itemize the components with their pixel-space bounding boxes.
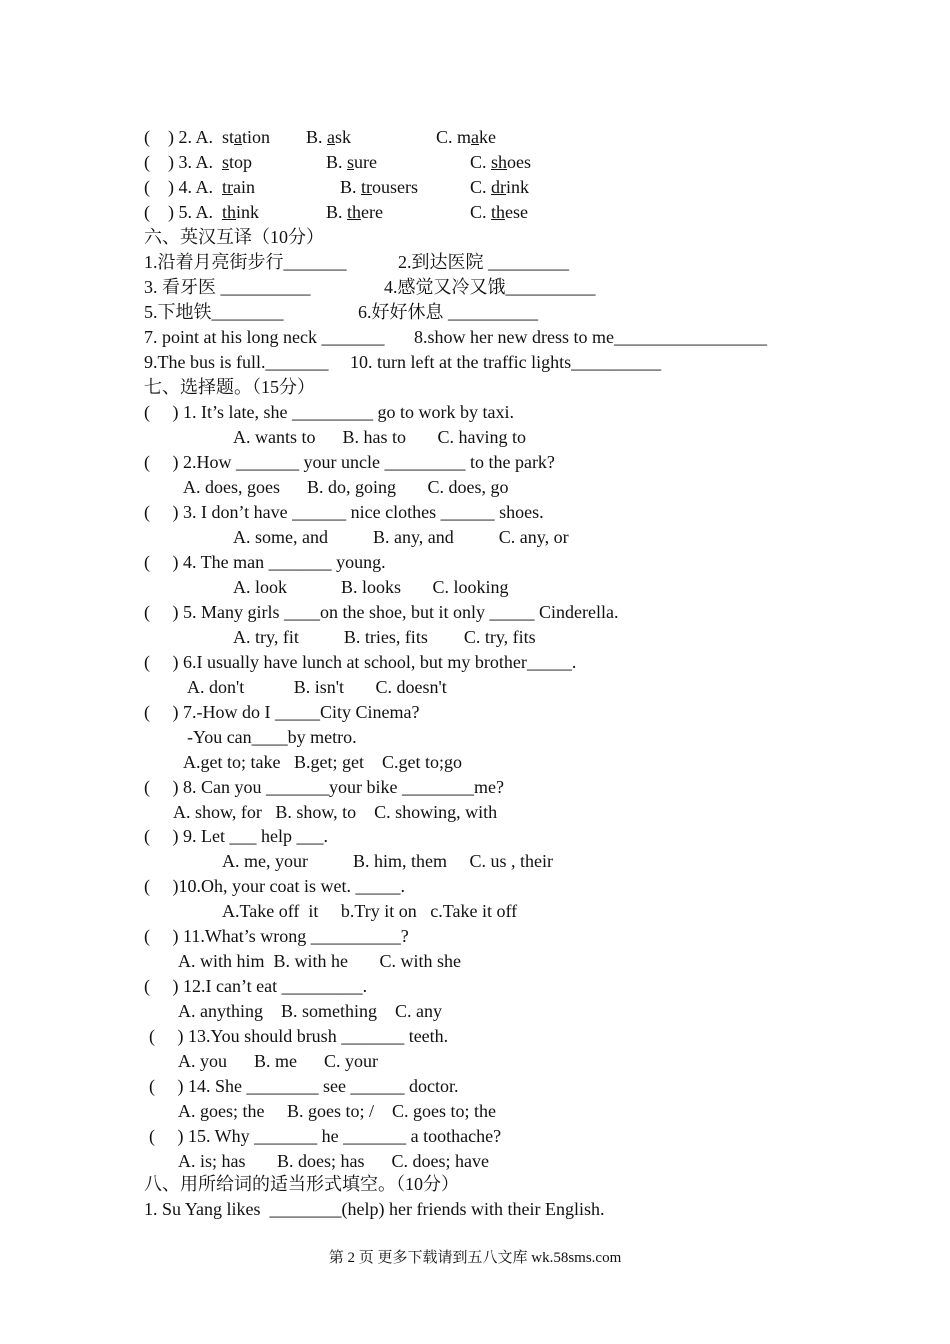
translation-item: 4.感觉又冷又饿__________	[384, 277, 596, 297]
option-a: stop	[222, 152, 253, 172]
option-a: station	[222, 127, 271, 147]
option-b: B. there	[326, 202, 384, 222]
options-text: A. you B. me C. your	[178, 1051, 378, 1071]
translation-row-2	[0, 276, 596, 298]
question-number: ( ) 2. A.	[144, 127, 218, 147]
options-text: A. don't B. isn't C. doesn't	[187, 677, 447, 697]
question-number: ( ) 5. A.	[144, 202, 218, 222]
question-text: ( ) 15. Why _______ he _______ a toothache?	[149, 1126, 502, 1146]
options-text: A. wants to B. has to C. having to	[233, 427, 526, 447]
translation-row-1	[0, 251, 569, 273]
question-text: ( ) 12.I can’t eat _________.	[144, 976, 368, 996]
options-text: A. does, goes B. do, going C. does, go	[183, 477, 509, 497]
translation-row-3	[0, 301, 538, 323]
option-c: C. these	[470, 202, 529, 222]
phonics-question-5	[0, 201, 529, 223]
phonics-question-4	[0, 176, 530, 198]
options-text: A.Take off it b.Try it on c.Take it off	[222, 901, 518, 921]
section-6-title	[0, 226, 324, 248]
question-text: -You can____by metro.	[187, 727, 357, 747]
options-text: A. me, your B. him, them C. us , their	[222, 851, 553, 871]
option-b: B. ask	[306, 127, 352, 147]
page-footer: 第 2 页 更多下载请到五八文库 wk.58sms.com	[328, 1250, 622, 1266]
translation-item: 1.沿着月亮街步行_______	[144, 252, 347, 272]
translation-item: 2.到达医院 _________	[398, 252, 569, 272]
options-text: A.get to; take B.get; get C.get to;go	[183, 752, 462, 772]
options-text: A. with him B. with he C. with she	[178, 951, 461, 971]
question-text: ( ) 4. The man _______ young.	[144, 552, 386, 572]
fill-in-question-1	[0, 1198, 605, 1220]
option-b: B. sure	[326, 152, 378, 172]
translation-item: 6.好好休息 __________	[358, 302, 538, 322]
section-7-title	[0, 376, 315, 398]
question-text: ( ) 6.I usually have lunch at school, but my brother_____.	[144, 652, 577, 672]
question-text: ( ) 11.What’s wrong __________?	[144, 926, 409, 946]
question-text: ( ) 8. Can you _______your bike ________me?	[144, 777, 504, 797]
option-c: C. make	[436, 127, 497, 147]
section-title: 八、用所给词的适当形式填空。（10分）	[144, 1174, 459, 1194]
question-text: ( ) 7.-How do I _____City Cinema?	[144, 702, 420, 722]
option-a: train	[222, 177, 255, 197]
translation-row-4	[0, 326, 767, 348]
phonics-question-3	[0, 151, 532, 173]
translation-item: 10. turn left at the traffic lights__________	[350, 352, 662, 372]
options-text: A. is; has B. does; has C. does; have	[178, 1151, 489, 1171]
question-text: ( ) 13.You should brush _______ teeth.	[149, 1026, 449, 1046]
option-a: think	[222, 202, 260, 222]
translation-item: 7. point at his long neck _______	[144, 327, 385, 347]
section-title: 六、英汉互译（10分）	[144, 227, 324, 247]
question-text: ( ) 9. Let ___ help ___.	[144, 826, 328, 846]
translation-item: 5.下地铁________	[144, 302, 284, 322]
options-text: A. some, and B. any, and C. any, or	[233, 527, 569, 547]
question-text: ( ) 5. Many girls ____on the shoe, but it only _____ Cinderella.	[144, 602, 619, 622]
options-text: A. goes; the B. goes to; / C. goes to; the	[178, 1101, 496, 1121]
section-title: 七、选择题。（15分）	[144, 377, 315, 397]
options-text: A. anything B. something C. any	[178, 1001, 442, 1021]
question-text: ( ) 14. She ________ see ______ doctor.	[149, 1076, 459, 1096]
question-number: ( ) 3. A.	[144, 152, 218, 172]
translation-item: 8.show her new dress to me_________________	[414, 327, 767, 347]
question-text: ( ) 1. It’s late, she _________ go to work by taxi.	[144, 402, 514, 422]
question-text: ( ) 3. I don’t have ______ nice clothes ______ shoes.	[144, 502, 544, 522]
option-c: C. drink	[470, 177, 530, 197]
translation-item: 9.The bus is full._______	[144, 352, 329, 372]
options-text: A. show, for B. show, to C. showing, with	[173, 802, 498, 822]
question-text: ( )10.Oh, your coat is wet. _____.	[144, 876, 405, 896]
translation-row-5	[0, 351, 662, 373]
question-text: ( ) 2.How _______ your uncle _________ to the park?	[144, 452, 555, 472]
options-text: A. look B. looks C. looking	[233, 577, 509, 597]
options-text: A. try, fit B. tries, fits C. try, fits	[233, 627, 536, 647]
translation-item: 3. 看牙医 __________	[144, 277, 311, 297]
option-c: C. shoes	[470, 152, 532, 172]
phonics-question-2	[0, 126, 497, 148]
question-text: 1. Su Yang likes ________(help) her friends with their English.	[144, 1199, 605, 1219]
question-number: ( ) 4. A.	[144, 177, 218, 197]
option-b: B. trousers	[340, 177, 419, 197]
section-8-title	[0, 1173, 459, 1195]
